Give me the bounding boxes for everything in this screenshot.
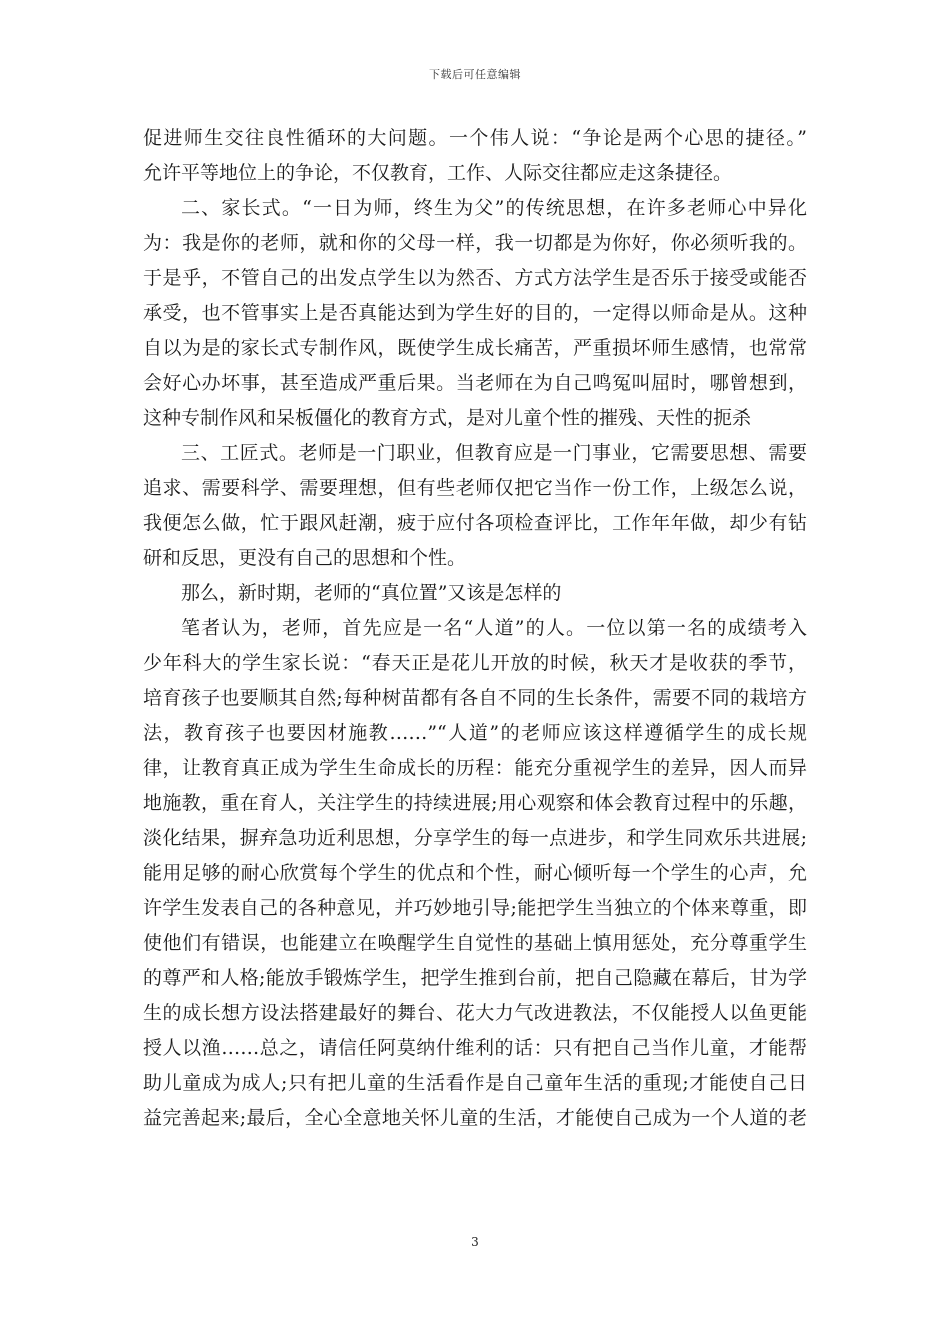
text-line: 承受，也不管事实上是否真能达到为学生好的目的，一定得以师命是从。这种	[143, 302, 807, 324]
text-line: 授人以渔……总之，请信任阿莫纳什维利的话：只有把自己当作儿童，才能帮	[143, 1037, 807, 1059]
text-line: 培育孩子也要顺其自然;每种树苗都有各自不同的生长条件，需要不同的栽培方	[143, 687, 807, 709]
text-line: 那么，新时期，老师的“真位置”又该是怎样的	[181, 582, 562, 604]
text-line: 这种专制作风和呆板僵化的教育方式，是对儿童个性的摧残、天性的扼杀	[143, 407, 752, 429]
text-line: 少年科大的学生家长说：“春天正是花儿开放的时候，秋天才是收获的季节，	[143, 652, 807, 674]
text-line: 的尊严和人格;能放手锻炼学生，把学生推到台前，把自己隐藏在幕后，甘为学	[143, 967, 807, 989]
text-line: 三、工匠式。老师是一门职业，但教育应是一门事业，它需要思想、需要	[181, 442, 807, 464]
text-line: 促进师生交往良性循环的大问题。一个伟人说：“争论是两个心思的捷径。”	[143, 127, 807, 149]
text-line: 地施教，重在育人，关注学生的持续进展;用心观察和体会教育过程中的乐趣，	[143, 792, 807, 814]
page-header: 下载后可任意编辑	[429, 68, 521, 81]
text-line: 律，让教育真正成为学生生命成长的历程：能充分重视学生的差异，因人而异	[143, 757, 807, 779]
page-number: 3	[471, 1235, 479, 1249]
text-line: 自以为是的家长式专制作风，既使学生成长痛苦，严重损坏师生感情，也常常	[143, 337, 807, 359]
text-line: 助儿童成为成人;只有把儿童的生活看作是自己童年生活的重现;才能使自己日	[143, 1072, 807, 1094]
text-line: 益完善起来;最后，全心全意地关怀儿童的生活，才能使自己成为一个人道的老	[143, 1107, 807, 1129]
text-line: 生的成长想方设法搭建最好的舞台、花大力气改进教法，不仅能授人以鱼更能	[143, 1002, 807, 1024]
text-line: 淡化结果，摒弃急功近利思想，分享学生的每一点进步，和学生同欢乐共进展;	[143, 827, 807, 849]
text-line: 追求、需要科学、需要理想，但有些老师仅把它当作一份工作，上级怎么说，	[143, 477, 807, 499]
text-line: 允许平等地位上的争论，不仅教育，工作、人际交往都应走这条捷径。	[143, 162, 733, 184]
text-line: 法，教育孩子也要因材施教……”“人道”的老师应该这样遵循学生的成长规	[143, 722, 807, 744]
text-line: 笔者认为，老师，首先应是一名“人道”的人。一位以第一名的成绩考入	[181, 617, 807, 639]
text-line: 二、家长式。“一日为师，终生为父”的传统思想，在许多老师心中异化	[181, 197, 807, 219]
text-line: 研和反思，更没有自己的思想和个性。	[143, 547, 467, 569]
text-line: 为：我是你的老师，就和你的父母一样，我一切都是为你好，你必须听我的。	[143, 232, 807, 254]
text-line: 会好心办坏事，甚至造成严重后果。当老师在为自己鸣冤叫屈时，哪曾想到，	[143, 372, 807, 394]
text-line: 能用足够的耐心欣赏每个学生的优点和个性，耐心倾听每一个学生的心声，允	[143, 862, 807, 884]
text-line: 我便怎么做，忙于跟风赶潮，疲于应付各项检查评比，工作年年做，却少有钻	[143, 512, 807, 534]
text-line: 于是乎，不管自己的出发点学生以为然否、方式方法学生是否乐于接受或能否	[143, 267, 807, 289]
text-line: 使他们有错误，也能建立在唤醒学生自觉性的基础上慎用惩处，充分尊重学生	[143, 932, 807, 954]
document-body	[143, 121, 807, 1136]
text-line: 许学生发表自己的各种意见，并巧妙地引导;能把学生当独立的个体来尊重，即	[143, 897, 807, 919]
